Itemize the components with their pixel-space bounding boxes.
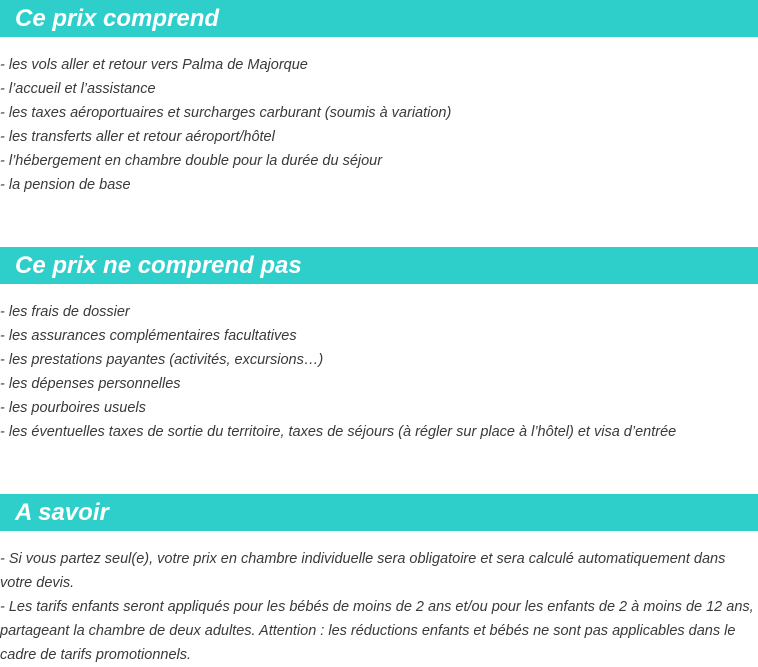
list-item: - Les tarifs enfants seront appliqués pour les bébés de moins de 2 ans et/ou pour les enfants de 2 à moins de 12 ans, partageant la chambre de deux adultes. Attention : les réductions enfants et bébés ne sont pas applicables dans le cadre de tarifs promotionnels. (0, 599, 754, 663)
good-to-know-section (0, 494, 758, 667)
good-to-know-list (0, 547, 758, 667)
list-item: - les vols aller et retour vers Palma de Majorque (0, 57, 308, 73)
list-item: - les frais de dossier (0, 304, 130, 320)
list-item: - l’accueil et l’assistance (0, 81, 156, 97)
list-item: - les dépenses personnelles (0, 376, 181, 392)
list-item: - l’hébergement en chambre double pour la durée du séjour (0, 153, 383, 169)
price-includes-section (0, 0, 758, 197)
list-item: - les prestations payantes (activités, excursions…) (0, 352, 324, 368)
price-excludes-section (0, 247, 758, 444)
good-to-know-heading: A savoir (0, 494, 758, 531)
list-item: - les pourboires usuels (0, 400, 146, 416)
price-excludes-heading: Ce prix ne comprend pas (0, 247, 758, 284)
list-item: - les éventuelles taxes de sortie du territoire, taxes de séjours (à régler sur place à l’hôtel) et visa d’entrée (0, 424, 677, 440)
list-item: - les assurances complémentaires facultatives (0, 328, 297, 344)
price-excludes-list (0, 300, 758, 444)
price-includes-heading: Ce prix comprend (0, 0, 758, 37)
price-includes-list (0, 53, 758, 197)
list-item: - les transferts aller et retour aéroport/hôtel (0, 129, 275, 145)
list-item: - la pension de base (0, 177, 131, 193)
list-item: - les taxes aéroportuaires et surcharges carburant (soumis à variation) (0, 105, 452, 121)
list-item: - Si vous partez seul(e), votre prix en chambre individuelle sera obligatoire et sera calculé automatiquement dans votre devis. (0, 551, 726, 591)
